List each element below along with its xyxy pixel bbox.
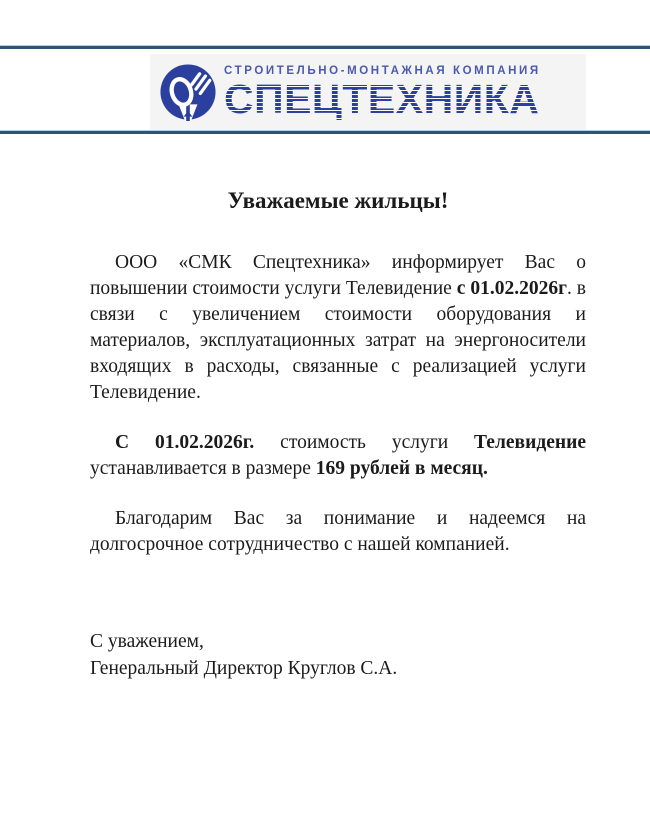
brand-tagline: СТРОИТЕЛЬНО-МОНТАЖНАЯ КОМПАНИЯ xyxy=(224,64,541,77)
company-logo-plate xyxy=(150,54,586,130)
signature-block xyxy=(90,628,586,682)
text-run: устанавливается в размере xyxy=(90,458,316,479)
letter-body xyxy=(90,170,586,682)
paragraph-thanks xyxy=(90,506,586,558)
header-top-rule xyxy=(0,46,650,49)
spetstekhnika-logo-icon xyxy=(158,54,218,130)
brand-text-block xyxy=(218,65,541,120)
signature-line-director: Генеральный Директор Круглов С.А. xyxy=(90,658,398,679)
text-run: ООО «СМК Спецтехника» информирует Вас о повышении стоимости услуги Телевидение xyxy=(90,252,586,299)
text-run: стоимость услуги xyxy=(254,432,475,453)
bold-text-run: С 01.02.2026г. xyxy=(115,432,255,453)
paragraph-new-price xyxy=(90,430,586,482)
header-bottom-rule xyxy=(0,131,650,134)
text-run: . в связи с увеличением стоимости оборудования и материалов, эксплуатационных затрат на энергоносители входящих в расходы, связанные с реализацией услуги Телевидение. xyxy=(90,278,586,403)
text-run: Благодарим Вас за понимание и надеемся на долгосрочное сотрудничество с нашей компанией. xyxy=(90,508,586,555)
bold-text-run: Телевидение xyxy=(474,432,586,453)
letter-title: Уважаемые жильцы! xyxy=(227,188,449,213)
bold-text-run: с 01.02.2026г xyxy=(456,278,567,299)
paragraph-price-notice xyxy=(90,250,586,406)
signature-line-regards: С уважением, xyxy=(90,631,204,652)
bold-text-run: 169 рублей в месяц. xyxy=(315,458,488,479)
brand-name: СПЕЦТЕХНИКА xyxy=(224,75,540,122)
